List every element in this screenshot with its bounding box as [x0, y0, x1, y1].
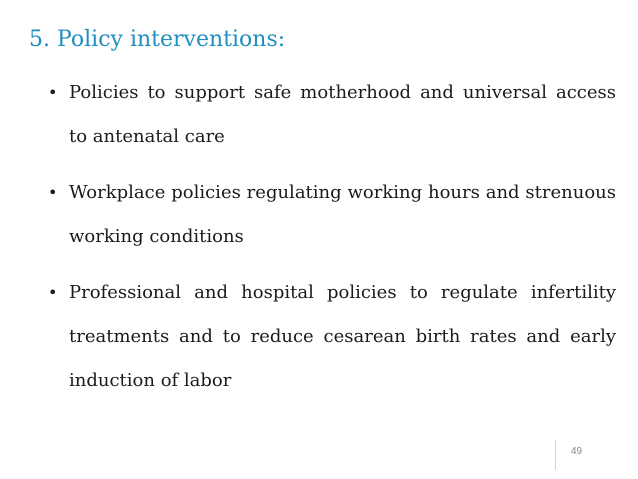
bullet-text: Professional and hospital policies to regulate infertility treatments and to reduce cesarean birth rates and early induction of labor [69, 282, 616, 391]
bullet-dot-icon: • [48, 183, 58, 202]
bullet-item [44, 171, 616, 259]
slide-title: 5. Policy interventions: [29, 27, 286, 52]
bullet-text: Policies to support safe motherhood and universal access to antenatal care [69, 82, 616, 147]
bullet-item [44, 271, 616, 403]
bullet-item [44, 71, 616, 159]
bullet-dot-icon: • [48, 83, 58, 102]
bullet-dot-icon: • [48, 283, 58, 302]
bullet-list [44, 71, 616, 415]
page-number: 49 [555, 440, 605, 470]
bullet-text: Workplace policies regulating working hours and strenuous working conditions [69, 182, 616, 247]
